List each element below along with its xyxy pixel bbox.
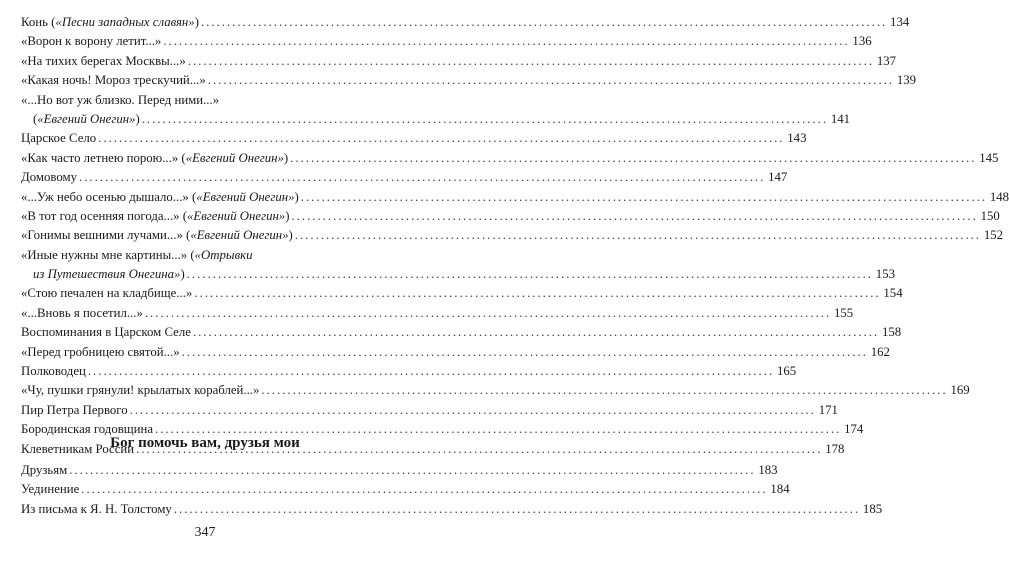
dot-leader — [295, 228, 981, 242]
toc-entry — [21, 383, 970, 398]
toc-entry-title — [21, 383, 259, 397]
toc-list — [21, 15, 1009, 461]
toc-entry-text: «Гонимы вешними лучами...» ( — [21, 228, 191, 243]
toc-entry-text: «...Уж небо осенью дышало...» ( — [21, 189, 197, 204]
toc-entry-title — [21, 286, 192, 300]
toc-entry-text: «Стою печален на кладбище...» — [21, 286, 193, 301]
dot-leader — [187, 267, 873, 281]
toc-entry — [21, 15, 910, 29]
toc-entry-text: Из письма к Я. Н. Толстому — [21, 501, 172, 516]
toc-entry — [21, 344, 890, 359]
toc-entry-title — [21, 228, 293, 242]
toc-entry — [21, 325, 902, 340]
toc-entry-source: «Евгений Онегин» — [196, 189, 295, 204]
toc-entry-page: 158 — [881, 325, 902, 340]
toc-entry-source: «Евгений Онегин» — [185, 150, 284, 165]
dot-leader — [201, 15, 887, 29]
toc-entry-text-end: ) — [294, 189, 299, 204]
toc-entry — [21, 286, 903, 301]
toc-entry-title — [21, 482, 79, 496]
dot-leader — [163, 34, 849, 48]
toc-entry-page: 162 — [870, 344, 890, 359]
dot-leader — [193, 325, 879, 339]
dot-leader — [130, 403, 816, 417]
toc-entry-title — [21, 112, 140, 126]
toc-entry-page: 139 — [896, 73, 917, 88]
toc-entry-title — [21, 54, 186, 68]
toc-entry-text: Домовому — [21, 170, 77, 185]
section-heading: Бог помочь вам, друзья мои — [110, 435, 300, 451]
toc-entry — [21, 463, 778, 477]
toc-entry-page: 148 — [989, 189, 1009, 204]
dot-leader — [69, 463, 755, 477]
toc-entry-text: «На тихих берегах Москвы...» — [21, 53, 186, 68]
toc-entry — [21, 189, 1009, 204]
toc-entry — [21, 248, 390, 262]
toc-entry-text: Уединение — [21, 482, 80, 497]
dot-leader — [301, 190, 987, 204]
toc-entry-source: «Евгений Онегин» — [37, 111, 136, 126]
toc-entry-page: 147 — [768, 170, 788, 185]
dot-leader — [81, 482, 767, 496]
dot-leader — [188, 54, 874, 68]
toc-entry-page: 185 — [862, 501, 883, 516]
dot-leader — [290, 151, 976, 165]
toc-entry-text: Пир Петра Первого — [21, 402, 128, 417]
toc-entry-page: 171 — [818, 402, 838, 417]
toc-entry-text: «Как часто летнею порою...» ( — [21, 150, 186, 165]
toc-entry-text: «Какая ночь! Мороз трескучий...» — [21, 73, 206, 88]
toc-entry-text: Полководец — [21, 364, 86, 379]
toc-entry-title — [21, 403, 128, 417]
toc-entry-text: «Иные нужны мне картины...» ( — [21, 247, 195, 262]
toc-entry — [21, 34, 872, 49]
toc-entry-title — [21, 463, 67, 477]
toc-entry-page: 145 — [979, 150, 999, 165]
toc-entry-page: 165 — [776, 364, 797, 379]
toc-entry-title — [21, 325, 191, 339]
dot-leader — [98, 131, 784, 145]
toc-entry — [21, 93, 390, 107]
toc-entry-text-end: ) — [283, 150, 289, 165]
toc-entry-page: 152 — [983, 228, 1004, 243]
toc-entry — [21, 501, 883, 516]
dot-leader — [208, 73, 894, 87]
toc-entry-source: «Евгений Онегин» — [187, 208, 286, 223]
toc-section-list — [21, 463, 883, 521]
toc-entry-text: ( — [33, 111, 38, 126]
toc-entry-page: 137 — [876, 53, 897, 68]
toc-entry — [21, 402, 838, 417]
toc-entry-title — [21, 131, 96, 145]
toc-entry — [21, 364, 797, 379]
toc-entry-page: 178 — [825, 441, 845, 456]
toc-entry-text: Клеветникам России — [21, 441, 135, 456]
toc-entry — [21, 305, 854, 320]
toc-entry-source: «Отрывки — [194, 247, 253, 262]
dot-leader — [261, 383, 947, 397]
toc-entry-text: «Перед гробницею святой...» — [21, 344, 180, 359]
toc-entry — [21, 228, 1004, 243]
toc-entry-text: Царское Село — [21, 131, 97, 146]
toc-entry-title — [21, 364, 86, 378]
toc-entry-text-end: ) — [285, 208, 290, 223]
dot-leader — [194, 286, 880, 300]
toc-entry-title — [21, 209, 289, 223]
dot-leader — [88, 364, 774, 378]
toc-entry-title — [21, 267, 185, 281]
toc-entry-text-end: ) — [194, 15, 199, 29]
toc-entry-source: «Евгений Онегин» — [190, 228, 289, 243]
toc-entry-page: 143 — [787, 131, 807, 146]
toc-entry-title — [21, 502, 172, 516]
dot-leader — [291, 209, 977, 223]
dot-leader — [174, 502, 860, 516]
toc-entry-page: 154 — [883, 286, 903, 301]
toc-entry — [21, 111, 851, 126]
toc-entry-page: 184 — [770, 482, 790, 497]
toc-entry-source: «Песни западных славян» — [55, 15, 195, 29]
toc-entry-text: Конь ( — [21, 15, 56, 29]
toc-entry-title — [21, 248, 253, 262]
toc-entry-text: Воспоминания в Царском Селе — [21, 325, 191, 340]
toc-entry-page: 134 — [890, 15, 910, 29]
dot-leader — [79, 170, 765, 184]
toc-entry — [21, 53, 897, 68]
dot-leader — [182, 345, 868, 359]
toc-entry-page: 169 — [950, 383, 970, 398]
toc-entry-text: Бородинская годовщина — [21, 422, 153, 437]
dot-leader — [145, 306, 831, 320]
toc-entry — [21, 131, 807, 146]
toc-entry — [21, 73, 917, 88]
toc-entry-page: 155 — [833, 305, 854, 320]
toc-entry — [21, 208, 1000, 223]
dot-leader — [142, 112, 828, 126]
toc-entry-title — [21, 73, 206, 87]
toc-entry-page: 174 — [844, 422, 864, 437]
toc-entry-text-end: ) — [135, 111, 140, 126]
toc-entry-text: «...Вновь я посетил...» — [21, 305, 143, 320]
page-number: 347 — [194, 525, 216, 540]
toc-entry-title — [21, 34, 161, 48]
toc-entry-title — [21, 93, 219, 107]
toc-entry-text: «В тот год осенняя погода...» ( — [21, 208, 188, 223]
toc-entry — [21, 267, 895, 282]
toc-entry-text-end: ) — [288, 228, 293, 243]
toc-entry-source: из Путешествия Онегина» — [33, 267, 181, 282]
toc-entry-text-end: ) — [180, 267, 185, 282]
toc-entry-page: 136 — [852, 34, 872, 49]
toc-entry — [21, 150, 999, 165]
toc-entry-title — [21, 151, 288, 165]
toc-entry-title — [21, 170, 77, 184]
toc-entry-title — [21, 15, 199, 29]
toc-entry-text: «Чу, пушки грянули! крылатых кораблей...» — [21, 383, 260, 398]
toc-entry-text: «Ворон к ворону летит...» — [21, 34, 162, 49]
toc-entry — [21, 482, 790, 497]
toc-entry-text: Друзьям — [21, 463, 68, 477]
toc-entry-page: 183 — [758, 463, 778, 477]
toc-entry-title — [21, 190, 299, 204]
toc-entry-title — [21, 306, 143, 320]
toc-entry-page: 141 — [830, 111, 851, 126]
toc-entry-page: 153 — [875, 267, 895, 282]
toc-entry-text: «...Но вот уж близко. Перед ними...» — [21, 92, 220, 107]
toc-entry-page: 150 — [980, 208, 1000, 223]
toc-entry — [21, 170, 788, 185]
toc-entry-title — [21, 345, 180, 359]
